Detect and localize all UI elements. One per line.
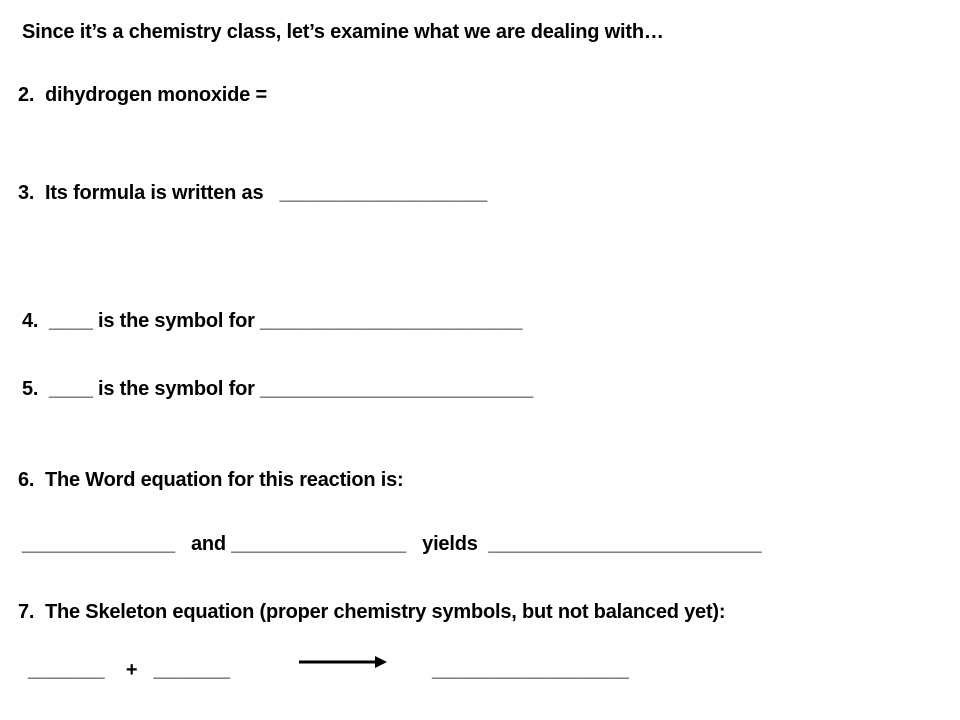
- question-4: 4. ____ is the symbol for ________________________: [22, 310, 523, 332]
- question-2: 2. dihydrogen monoxide =: [18, 84, 267, 106]
- word-equation-blanks: ______________ and ________________ yields _________________________: [22, 533, 762, 555]
- intro-text: Since it’s a chemistry class, let’s examine what we are dealing with…: [22, 21, 664, 43]
- question-6: 6. The Word equation for this reaction is:: [18, 469, 404, 491]
- skeleton-product-blank: __________________: [432, 659, 629, 681]
- question-5: 5. ____ is the symbol for _________________________: [22, 378, 534, 400]
- right-arrow-icon: [297, 651, 389, 673]
- question-7: 7. The Skeleton equation (proper chemistry symbols, but not balanced yet):: [18, 601, 726, 623]
- question-3: 3. Its formula is written as ___________________: [18, 182, 487, 204]
- skeleton-reactants-blanks: _______ + _______: [28, 659, 230, 681]
